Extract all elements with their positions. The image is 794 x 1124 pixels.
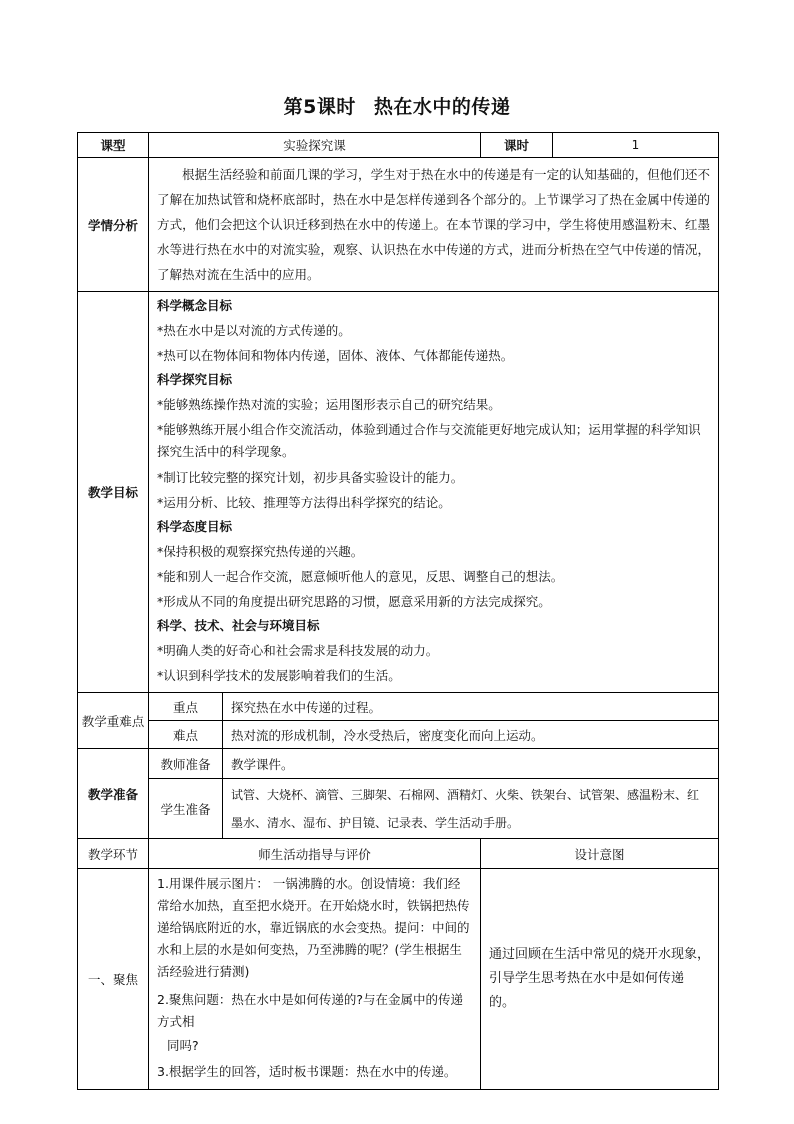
activity-step: 1.用课件展示图片： 一锅沸腾的水。创设情境：我们经常给水加热，直至把水烧开。在开始烧水时，铁锅把热传递给锅底附近的水，靠近锅底的水会变热。提问：中间的水和上层的水是如何变热，乃至沸腾的呢？(学生根据生活经验进行猜测) [157,876,470,979]
objectives-label: 教学目标 [78,292,149,693]
objective-heading: 科学概念目标 [157,298,233,313]
row-key-point [78,693,719,721]
phase-focus-activities [149,869,481,1090]
row-student-prep [78,779,719,839]
lesson-type-label: 课型 [78,133,149,158]
header-phase: 教学环节 [78,839,149,869]
header-design-intent: 设计意图 [481,839,719,869]
phase-focus-design: 通过回顾在生活中常见的烧开水现象，引导学生思考热在水中是如何传递 的。 [481,869,719,1090]
class-hours-label: 课时 [481,133,553,158]
header-activities: 师生活动指导与评价 [149,839,481,869]
row-difficulty [78,721,719,749]
student-prep-label: 学生准备 [149,779,223,839]
teacher-prep-value: 教学课件。 [223,749,719,779]
objective-item: *认识到科学技术的发展影响着我们的生活。 [157,668,401,683]
lesson-topic: 热在水中的传递 [373,96,511,118]
difficulty-value: 热对流的形成机制，冷水受热后，密度变化而向上运动。 [223,721,719,749]
teacher-prep-label: 教师准备 [149,749,223,779]
objective-item: *保持积极的观察探究热传递的兴趣。 [157,544,364,559]
row-analysis [78,158,719,292]
lesson-number: 第5课时 [283,96,356,118]
objective-item: *能和别人一起合作交流，愿意倾听他人的意见，反思、调整自己的想法。 [157,569,564,584]
analysis-text: 根据生活经验和前面几课的学习，学生对于热在水中的传递是有一定的认知基础的，但他们还不了解在加热试管和烧杯底部时，热在水中是怎样传递到各个部分的。上节课学习了热在金属中传递的方式，他们会把这个认识迁移到热在水中的传递上。在本节课的学习中，学生将使用感温粉末、红墨水等进行热在水中的对流实验，观察、认识热在水中传递的方式，进而分析热在空气中传递的情况，了解热对流在生活中的应用。 [149,158,719,292]
analysis-label: 学情分析 [78,158,149,292]
objective-item: *制订比较完整的探究计划，初步具备实验设计的能力。 [157,470,464,485]
activity-step: 2.聚焦问题：热在水中是如何传递的?与在金属中的传递方式相 [157,992,464,1029]
row-lesson-type [78,133,719,158]
lesson-type-value: 实验探究课 [149,133,481,158]
row-phase-focus [78,869,719,1090]
phase-focus-label: 一、聚焦 [78,869,149,1090]
key-point-label: 重点 [149,693,223,721]
class-hours-value: 1 [553,133,719,158]
objectives-content [149,292,719,693]
objective-heading: 科学态度目标 [157,519,233,534]
objective-heading: 科学探究目标 [157,372,233,387]
prep-label: 教学准备 [78,749,149,839]
student-prep-value: 试管、大烧杯、滴管、三脚架、石棉网、酒精灯、火柴、铁架台、试管架、感温粉末、红墨水、清水、湿布、护目镜、记录表、学生活动手册。 [223,779,719,839]
objective-heading: 科学、技术、社会与环境目标 [157,618,320,633]
objective-item: *运用分析、比较、推理等方法得出科学探究的结论。 [157,495,451,510]
objective-item: *热可以在物体间和物体内传递，固体、液体、气体都能传递热。 [157,348,514,363]
row-teacher-prep [78,749,719,779]
page-title [0,92,794,119]
activity-step: 3.根据学生的回答，适时板书课题：热在水中的传递。 [157,1064,457,1079]
row-objectives [78,292,719,693]
keypoints-label: 教学重难点 [78,693,149,749]
objective-item: *明确人类的好奇心和社会需求是科技发展的动力。 [157,643,439,658]
difficulty-label: 难点 [149,721,223,749]
objective-item: *能够熟练开展小组合作交流活动，体验到通过合作与交流能更好地完成认知；运用掌握的科学知识探究生活中的科学现象。 [157,422,701,459]
row-process-header [78,839,719,869]
objective-item: *形成从不同的角度提出研究思路的习惯，愿意采用新的方法完成探究。 [157,594,551,609]
objective-item: *热在水中是以对流的方式传递的。 [157,323,351,338]
lesson-plan-table [77,132,719,1090]
key-point-value: 探究热在水中传递的过程。 [223,693,719,721]
activity-step-continued: 同吗? [167,1038,199,1053]
objective-item: *能够熟练操作热对流的实验；运用图形表示自己的研究结果。 [157,397,501,412]
